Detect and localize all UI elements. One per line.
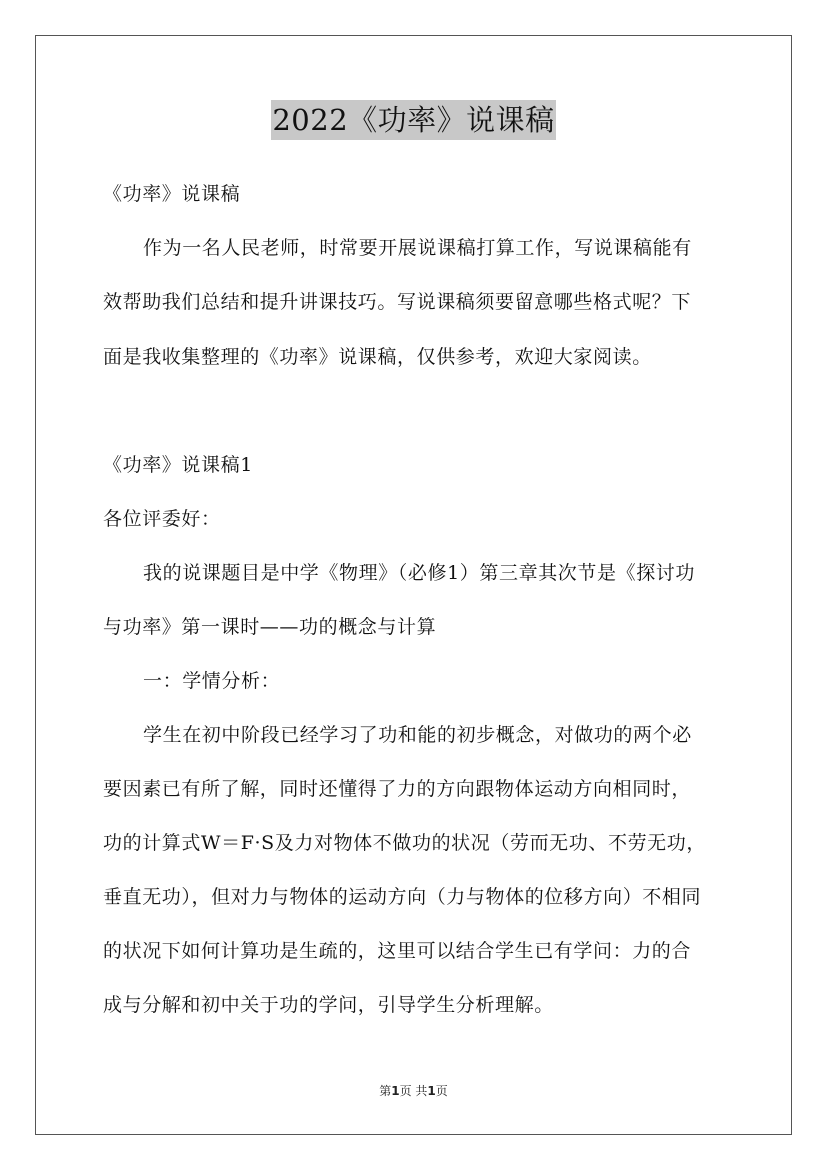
greeting-line: 各位评委好： (103, 508, 221, 530)
analysis-heading: 一：学情分析： (143, 670, 281, 692)
intro-line-3: 面是我收集整理的《功率》说课稿，仅供参考，欢迎大家阅读。 (103, 346, 652, 368)
analysis-line-4: 垂直无功），但对力与物体的运动方向（力与物体的位移方向）不相同 (103, 886, 702, 908)
analysis-line-6: 成与分解和初中关于功的学问，引导学生分析理解。 (103, 994, 554, 1016)
analysis-line-1: 学生在初中阶段已经学习了功和能的初步概念，对做功的两个必 (143, 724, 692, 746)
subsection-heading: 《功率》说课稿1 (103, 454, 253, 476)
analysis-line-3: 功的计算式W＝F·S及力对物体不做功的状况（劳而无功、不劳无功， (103, 832, 706, 854)
footer-mid: 页 共 (399, 1084, 428, 1098)
body-line-2: 与功率》第一课时——功的概念与计算 (103, 616, 437, 638)
title-wrapper (0, 100, 827, 140)
analysis-line-5: 的状况下如何计算功是生疏的，这里可以结合学生已有学问：力的合 (103, 940, 692, 962)
analysis-line-2: 要因素已有所了解，同时还懂得了力的方向跟物体运动方向相同时， (103, 778, 692, 800)
footer-page-number: 1 (391, 1084, 400, 1098)
footer-total-pages: 1 (427, 1084, 436, 1098)
document-title: 2022《功率》说课稿 (271, 100, 555, 140)
intro-line-2: 效帮助我们总结和提升讲课技巧。写说课稿须要留意哪些格式呢？下 (103, 291, 692, 313)
footer-suffix: 页 (435, 1084, 448, 1098)
footer-prefix: 第 (379, 1084, 392, 1098)
intro-line-1: 作为一名人民老师，时常要开展说课稿打算工作，写说课稿能有 (143, 237, 692, 259)
section-heading: 《功率》说课稿 (103, 183, 241, 205)
body-line-1: 我的说课题目是中学《物理》（必修1）第三章其次节是《探讨功 (143, 562, 695, 584)
page-footer (0, 1083, 827, 1099)
